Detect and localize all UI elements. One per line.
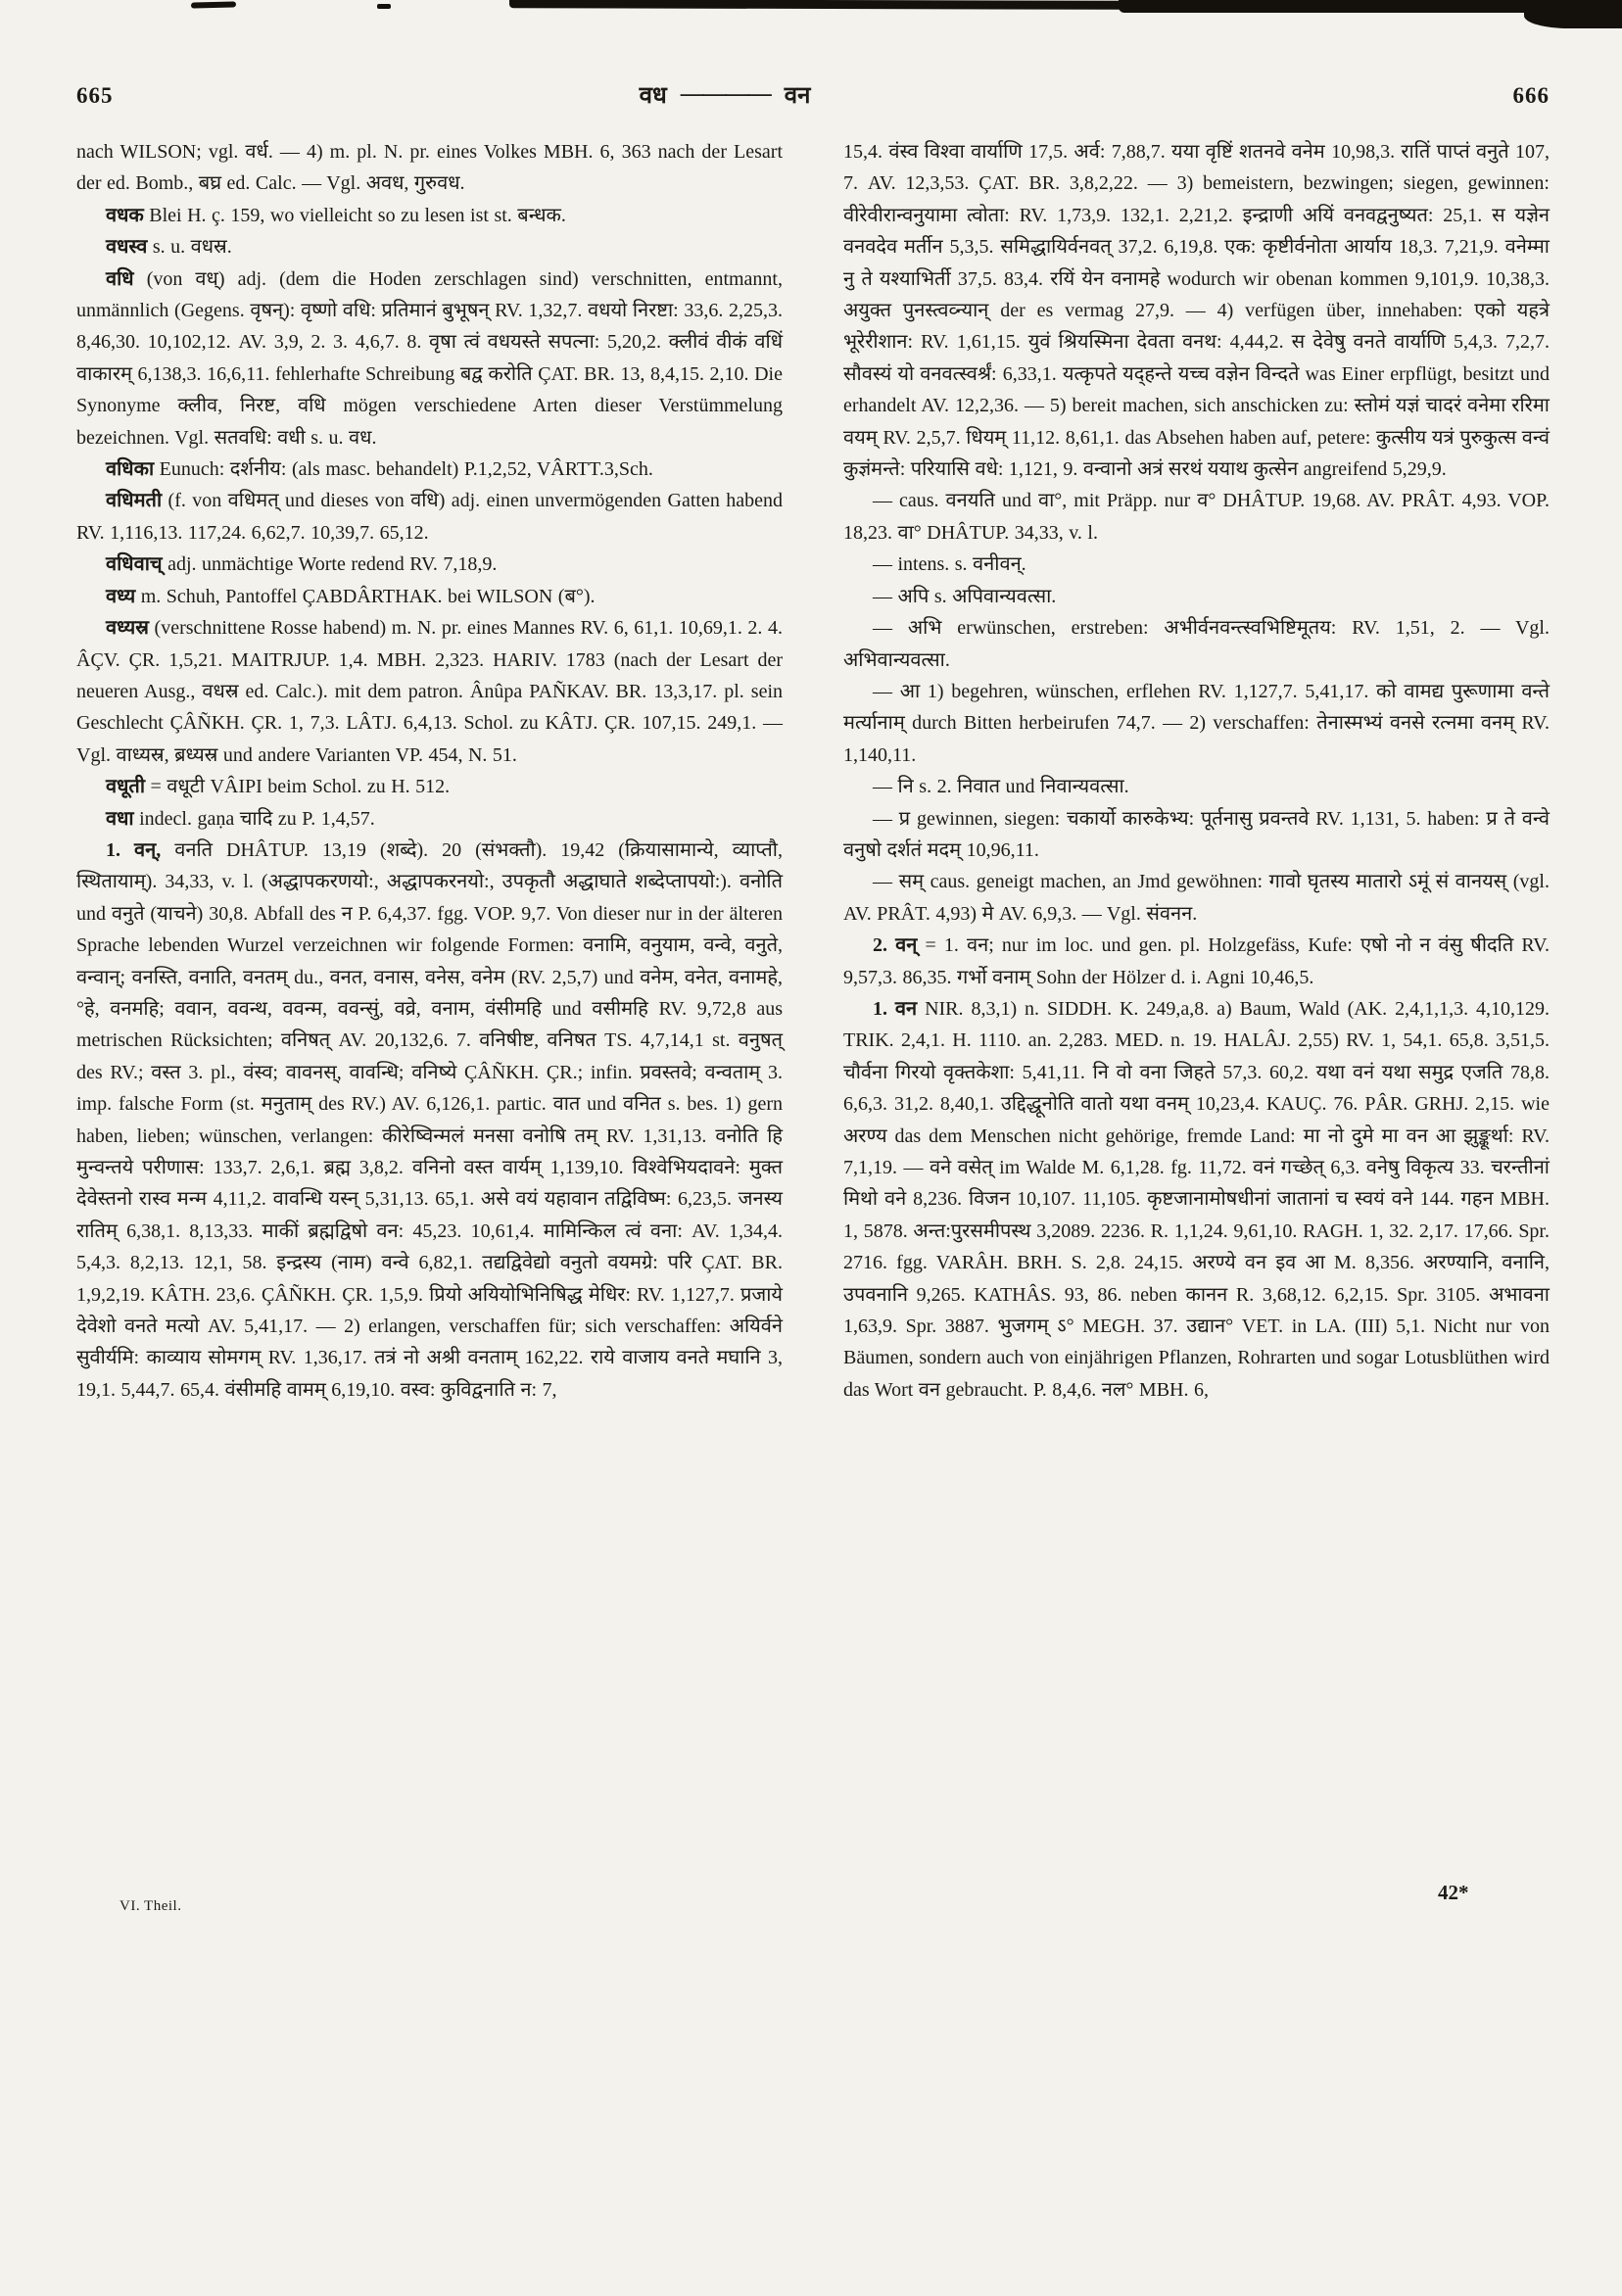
running-head-word-left: वध	[639, 83, 667, 109]
page-number-left: 665	[76, 83, 114, 108]
page-number-right: 666	[1512, 83, 1550, 108]
entry-paragraph: वधक Blei H. ç. 159, wo vielleicht so zu lesen ist st. बन्धक.	[106, 204, 566, 226]
entry-headword: वधिवाच्	[106, 553, 168, 576]
entry-headword: 1. वन	[873, 997, 926, 1020]
entry-paragraph: — अपि s. अपिवान्यवत्सा.	[873, 585, 1057, 607]
entry-headword: वधक	[106, 204, 150, 226]
entry-headword: वधि	[106, 267, 147, 290]
entry-paragraph: — सम् caus. geneigt machen, an Jmd gewöhnen: गावो घृतस्य मातारो ऽमूं सं वानयस् (vgl. AV. PRÂT. 4,93) मे AV. 6,9,3. — Vgl. संवनन.	[843, 871, 1550, 925]
entry-paragraph: वधिका Eunuch: दर्शनीय: (als masc. behandelt) P.1,2,52, VÂRTT.3,Sch.	[106, 458, 653, 481]
running-head-dash: ————	[680, 81, 771, 107]
entry-paragraph: 1. वन NIR. 8,3,1) n. SIDDH. K. 249,a,8. a) Baum, Wald (AK. 2,4,1,1,3. 4,10,129. TRIK. 2,4,1. H. 1110. an. 2,283. MED. n. 19. HALÂJ. 2,55) RV. 1, 54,1. 65,8. 3,51,5. चौर्वना गिरयो वृक्तकेशा: 5,41,11. नि वो वना जिहते 57,3. 60,2. यथा वनं यथा समुद्र एजति 78,8. 6,6,3. 31,2. 8,40,1. उद्दिद्धूनोति वातो यथा वनम् 10,23,4. KAUÇ. 76. PÂR. GRHJ. 2,15. wie अरण्य das dem Menschen nicht gehörige, fremde Land: मा नो दुमे मा वन आ झुङ्कूर्था: RV. 7,1,19. — वने वसेत् im Walde M. 6,1,28. fg. 11,72. वनं गच्छेत् 6,3. वनेषु विकृत्य 33. चरन्तीनां मिथो वने 8,236. विजन 10,107. 11,105. कृष्टजानामोषधीनां जातानां च स्वयं वने 144. गहन MBH. 1, 5878. अन्त:पुरसमीपस्थ 3,2089. 2236. R. 1,1,24. 9,61,10. RAGH. 1, 32. 2,17. 17,66. Spr. 2716. fgg. VARÂH. BRH. S. 2,8. 24,15. अरण्ये वन इव आ M. 8,356. अरण्यानि, वनानि, उपवनानि 9,265. KATHÂS. 93, 86. neben कानन R. 3,68,12. 6,2,15. Spr. 3105. अभावना 1,63,9. Spr. 3887. भुजगम् ऽ° MEGH. 37. उद्यान° VET. in LA. (III) 5,1. Nicht nur von Bäumen, sondern auch von einjährigen Pflanzen, Rohrarten und sogar Lotusblüthen wird das Wort वन gebraucht. P. 8,4,6. नल° MBH. 6,	[843, 997, 1550, 1401]
entry-paragraph: 2. वन् = 1. वन; nur im loc. und gen. pl. Holzgefäss, Kufe: एषो नो न वंसु षीदति RV. 9,57,3. 86,35. गर्भो वनाम् Sohn der Hölzer d. i. Agni 10,46,5.	[843, 934, 1550, 988]
running-head-word-right: वन	[784, 83, 811, 109]
entry-paragraph: — अभि erwünschen, erstreben: अभीर्वनवन्त्स्वभिष्टिमूतय: RV. 1,51, 2. — Vgl. अभिवान्यवत्सा.	[843, 617, 1550, 671]
scan-artifact	[509, 0, 1124, 10]
scan-artifact	[191, 1, 236, 8]
page-body	[76, 78, 1550, 1406]
scan-artifact	[377, 4, 391, 9]
entry-paragraph: nach WILSON; vgl. वर्ध. — 4) m. pl. N. pr. eines Volkes MBH. 6, 363 nach der Lesart der ed. Bomb., बघ्र ed. Calc. — Vgl. अवध, गुरुवध.	[76, 141, 783, 195]
text-columns	[76, 136, 1550, 1406]
entry-paragraph: — प्र gewinnen, siegen: चकार्यो कारुकेभ्य: पूर्तनासु प्रवन्तवे RV. 1,131, 5. haben: प्र ते वन्वे वनुषो दर्शतं मदम् 10,96,11.	[843, 807, 1550, 861]
entry-paragraph: वधि (von वध्) adj. (dem die Hoden zerschlagen sind) verschnitten, entmannt, unmännlich (Gegens. वृषन्): वृष्णो वधि: प्रतिमानं बुभूषन् RV. 1,32,7. वधयो निरष्टा: 33,6. 2,25,3. 8,46,30. 10,102,12. AV. 3,9, 2. 3. 4,6,7. 8. वृषा त्वं वधयस्ते सपत्ना: 5,20,2. क्लीवं वीकं वधिं वाकारम् 6,138,3. 16,6,11. fehlerhafte Schreibung बद्व करोति ÇAT. BR. 13, 8,4,15. 2,10. Die Synonyme क्लीव, निरष्ट, वधि mögen verschiedene Arten dieser Verstümmelung bezeichnen. Vgl. सतवधि: वधी s. u. वध.	[76, 267, 783, 449]
entry-headword: वधिमती	[106, 490, 168, 512]
scan-artifact	[1524, 0, 1622, 28]
entry-paragraph: — आ 1) begehren, wünschen, erflehen RV. 1,127,7. 5,41,17. को वामद्य पुरूणामा वन्ते मर्त्यानाम् durch Bitten herbeirufen 74,7. — 2) verschaffen: तेनास्मभ्यं वनसे रत्नमा वनम् RV. 1,140,11.	[843, 680, 1550, 766]
entry-paragraph: वधस्व s. u. वधस्र.	[106, 236, 232, 259]
entry-headword: वधूती	[106, 776, 151, 798]
entry-headword: वधस्व	[106, 236, 153, 259]
entry-paragraph: 1. वन्, वनति DHÂTUP. 13,19 (शब्दे). 20 (संभक्तौ). 19,42 (क्रियासामान्ये, व्याप्तौ, स्थितायाम्). 34,33, v. l. (अद्धापकरणयो:, अद्धापकरनयो:, उपकृतौ अद्धाघाते शब्देप्तापयो:). वनोति und वनुते (याचने) 30,8. Abfall des न P. 6,4,37. fgg. VOP. 9,7. Von dieser nur in der älteren Sprache lebenden Wurzel verzeichnen wir folgende Formen: वनामि, वनुयाम, वन्वे, वनुते, वन्वान्; वनस्ति, वनाति, वनतम् du., वनत, वनास, वनेस, वनेम (RV. 2,5,7) und वनेम, वनेत, वनामहे, °हे, वनमहि; ववान, ववन्थ, ववन्म, ववन्सुं, वव्रे, वनाम, वंसीमहि und वसीमहि RV. 9,72,8 aus metrischen Rücksichten; वनिषत् AV. 20,132,6. 7. वनिषीष्ट, वनिषत TS. 4,7,14,1 st. वनुषत् des RV.; वस्त 3. pl., वंस्व; वावनस्, वावन्धि; वनिष्ये ÇÂÑKH. ÇR.; infin. प्रवस्तवे; वन्वताम् 3. imp. falsche Form (st. मनुताम् des RV.) AV. 6,126,1. partic. वात und वनित s. bes. 1) gern haben, lieben; wünschen, verlangen: कीरेष्विन्मलं मनसा वनोषि तम् RV. 1,31,13. वनोति हि मुन्वन्तये परीणास: 133,7. 2,6,1. ब्रह्म 3,8,2. वनिनो वस्त वार्यम् 1,139,10. विश्वेभियदावने: मुक्त देवेस्तनो रास्व मन्म 4,11,2. वावन्धि यस्न् 5,31,13. 65,1. असे वयं यहावान तद्विविष्म: 6,23,5. जनस्य रातिम् 6,38,1. 8,13,33. माकीं ब्रह्मद्विषो वन: 45,23. 10,61,4. मामिन्किल त्वं वना: AV. 1,34,4. 5,4,3. 8,2,13. 12,1, 58. इन्द्रस्य (नाम) वन्वे 6,82,1. तद्यद्विवेद्यो वनुतो वयमग्रे: परि ÇAT. BR. 1,9,2,19. KÂTH. 23,6. ÇÂÑKH. ÇR. 1,5,9. प्रियो अयियोभिनिषिद्ध मेधिर: RV. 1,127,7. प्रजाये देवेशो वनते मत्यो AV. 5,41,17. — 2) erlangen, verschaffen für; sich verschaffen: अयिर्वने सुवीर्यमि: काव्याय सोमगम् RV. 1,36,17. तत्रं नो अश्री वनताम् 162,22. राये वाजाय वनते मघानि 3, 19,1. 5,44,7. 65,4. वंसीमहि वामम् 6,19,10. वस्व: कुविद्वनाति न: 7,	[76, 838, 783, 1401]
entry-headword: वधा	[106, 807, 140, 830]
left-column	[76, 136, 783, 1406]
entry-paragraph: — नि s. 2. निवात und निवान्यवत्सा.	[873, 776, 1129, 798]
entry-paragraph: वधिमती (f. von वधिमत् und dieses von वधि) adj. einen unvermögenden Gatten habend RV. 1,116,13. 117,24. 6,62,7. 10,39,7. 65,12.	[76, 490, 784, 544]
entry-headword: वधिका	[106, 458, 160, 481]
entry-paragraph: — intens. s. वनीवन्.	[873, 553, 1026, 576]
entry-paragraph: वधिवाच् adj. unmächtige Worte redend RV. 7,18,9.	[106, 553, 498, 576]
entry-paragraph: 15,4. वंस्व विश्वा वार्याणि 17,5. अर्व: 7,88,7. यया वृष्टिं शतनवे वनेम 10,98,3. रातिं पाप्तं वनुते 107, 7. AV. 12,3,53. ÇAT. BR. 3,8,2,22. — 3) bemeistern, bezwingen; siegen, gewinnen: वीरेवीरान्वनुयामा त्वोता: RV. 1,73,9. 132,1. 2,21,2. इन्द्राणी अयिं वनवद्वनुष्यत: 25,1. स यज्ञेन वनवदेव मर्तीन 5,3,5. समिद्धायिर्वनवत् 37,2. 6,19,8. एक: कृष्टीर्वनोता आर्याय 18,3. 7,21,9. वनेम्मा नु ते यश्याभिर्ती 37,5. 83,4. रयिं येन वनामहे wodurch wir obenan kommen 9,101,9. 10,38,3. अयुक्त पुनस्त्वव्न्यान् der es vermag 27,9. — 4) verfügen über, innehaben: एको यहत्रे भूरेरीशान: RV. 1,61,15. युवं श्रियस्मिना देवता वनथ: 4,44,2. स देवेषु वनते वार्याणि 5,4,3. 7,2,7. सौवस्यं यो वनवत्स्वर्श्रं: 6,33,1. यत्कृपते यद्हन्ते यच्च वज्ञेन विन्दते was Einer erpflügt, besitzt und erhandelt AV. 12,2,36. — 5) bereit machen, sich anschicken zu: स्तोमं यज्ञं चादरं वनेमा ररिमा वयम् RV. 2,5,7. धियम् 11,12. 8,61,1. das Absehen haben auf, petere: कुत्सीय यत्रं पुरुकुत्स वन्वं कुज्ञंमन्ते: परियासि वधे: 1,121, 9. वन्वानो अत्रं सरथं ययाथ कुत्सेन angreifend 5,29,9.	[843, 141, 1550, 481]
volume-signature: VI. Theil.	[119, 1898, 182, 1914]
entry-paragraph: वध्य m. Schuh, Pantoffel ÇABDÂRTHAK. bei WILSON (ब°).	[106, 585, 596, 607]
entry-headword: वध्यस्र	[106, 617, 155, 640]
entry-paragraph: वधा indecl. gaṇa चादि zu P. 1,4,57.	[106, 807, 375, 830]
entry-headword: 2. वन्	[873, 934, 926, 957]
sheet-signature: 42*	[1438, 1881, 1469, 1904]
right-column	[843, 136, 1550, 1406]
entry-paragraph: — caus. वनयति und वा°, mit Präpp. nur व° DHÂTUP. 19,68. AV. PRÂT. 4,93. VOP. 18,23. वा° DHÂTUP. 34,33, v. l.	[843, 490, 1550, 544]
entry-paragraph: वधूती = वधूटी VÂIPI beim Schol. zu H. 512.	[106, 776, 451, 798]
entry-headword: वध्य	[106, 585, 141, 607]
running-head	[76, 78, 1550, 111]
running-head-title	[640, 78, 811, 111]
entry-paragraph: वध्यस्र (verschnittene Rosse habend) m. N. pr. eines Mannes RV. 6, 61,1. 10,69,1. 2. 4. ÂÇV. ÇR. 1,5,21. MAITRJUP. 1,4. MBH. 2,323. HARIV. 1783 (nach der Lesart der neueren Ausg., वधस्र ed. Calc.). mit dem patron. Ânûpa PAÑKAV. BR. 13,3,17. pl. sein Geschlecht ÇÂÑKH. ÇR. 1, 7,3. LÂTJ. 6,4,13. Schol. zu KÂTJ. ÇR. 107,15. 249,1. — Vgl. वाध्यस्र, ब्रध्यस्र und andere Varianten VP. 454, N. 51.	[76, 617, 783, 766]
entry-headword: 1. वन्,	[106, 838, 175, 861]
